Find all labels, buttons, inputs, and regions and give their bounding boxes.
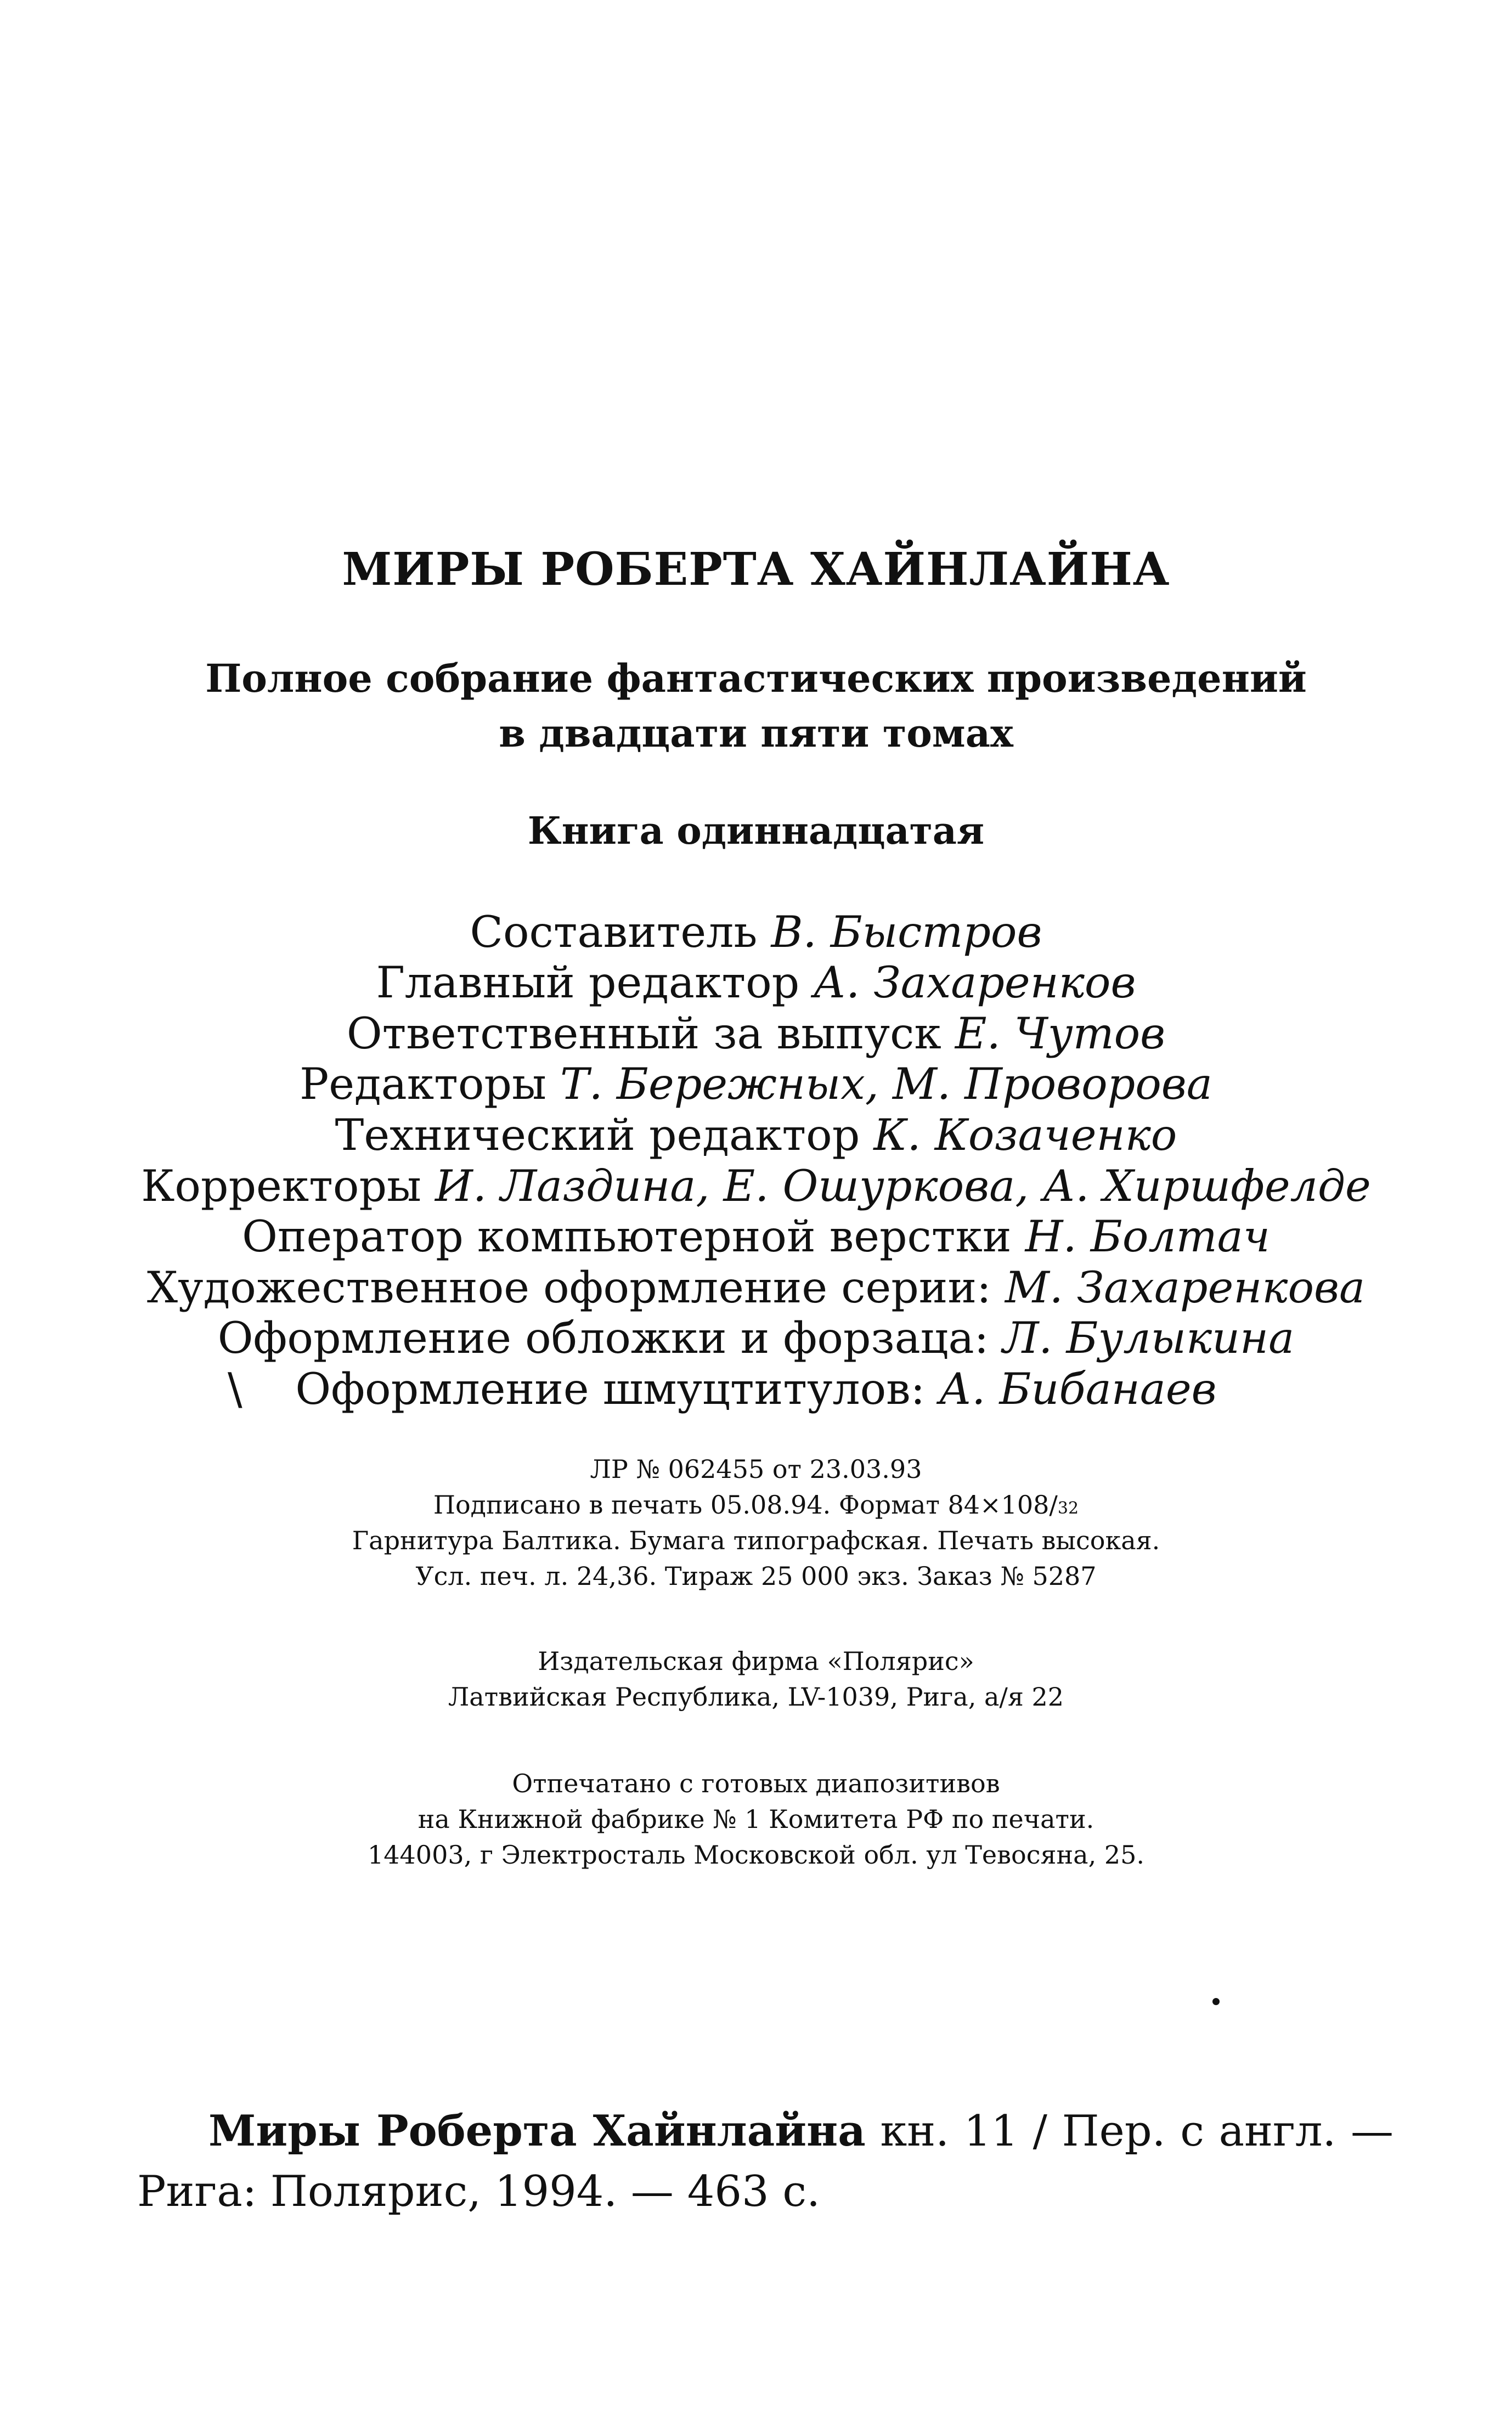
series-subtitle-line-2: в двадцати пяти томах <box>499 710 1013 756</box>
imprint-typeface: Гарнитура Балтика. Бумага типографская. Печать высокая. <box>352 1526 1160 1555</box>
imprint-print-run: Усл. печ. л. 24,36. Тираж 25 000 экз. Заказ № 5287 <box>415 1561 1097 1591</box>
stray-dot-mark <box>1212 1998 1220 2005</box>
credit-role: Оформление обложки и форзаца: <box>217 1313 989 1363</box>
credit-line <box>0 1161 1512 1211</box>
credit-line <box>0 1262 1512 1313</box>
credit-role: Редакторы <box>300 1059 546 1109</box>
printer-line-2: на Книжной фабрике № 1 Комитета РФ по печати. <box>418 1804 1094 1834</box>
publisher-name: Издательская фирма «Полярис» <box>538 1646 974 1676</box>
bibliographic-title: Миры Роберта Хайнлайна <box>208 2106 866 2156</box>
credit-line <box>0 907 1512 957</box>
book-number: Книга одиннадцатая <box>527 809 985 853</box>
printer-line-1: Отпечатано с готовых диапозитивов <box>512 1769 1000 1798</box>
credit-line <box>0 1364 1512 1414</box>
credit-name: Н. Болтач <box>1025 1211 1270 1262</box>
credit-name: А. Бибанаев <box>939 1364 1217 1414</box>
credit-name: И. Лаздина, Е. Ошуркова, А. Хиршфелде <box>435 1161 1371 1211</box>
credit-name: К. Козаченко <box>873 1110 1177 1160</box>
credit-line <box>0 1008 1512 1059</box>
series-subtitle-line-1: Полное собрание фантастических произведений <box>205 656 1307 701</box>
credit-role: Художественное оформление серии: <box>146 1262 991 1313</box>
credit-name: М. Захаренкова <box>1005 1262 1366 1313</box>
credit-line <box>0 1059 1512 1109</box>
credit-role: Корректоры <box>141 1161 421 1211</box>
credit-line <box>0 1110 1512 1160</box>
credit-line <box>0 957 1512 1008</box>
credit-name: В. Быстров <box>771 907 1042 957</box>
printer-line-3: 144003, г Электросталь Московской обл. ул Тевосяна, 25. <box>368 1840 1144 1870</box>
stray-pen-mark: \ <box>228 1364 242 1414</box>
credit-role: Ответственный за выпуск <box>346 1008 941 1059</box>
bibliographic-entry <box>137 2101 1393 2222</box>
imprint-format-x: × <box>980 1490 1001 1520</box>
bibliographic-details: кн. 11 / Пер. с англ. — Рига: Полярис, 1994. — 463 с. <box>137 2107 1393 2216</box>
credit-name: Л. Булыкина <box>1002 1313 1295 1363</box>
imprint-format-fraction: 32 <box>1057 1499 1079 1518</box>
credit-role: Технический редактор <box>335 1110 860 1160</box>
imprint-signed-format <box>0 1490 1512 1520</box>
credit-role: Составитель <box>470 907 758 957</box>
credit-name: Т. Бережных, М. Проворова <box>560 1059 1212 1109</box>
credit-role: Оператор компьютерной верстки <box>242 1211 1012 1262</box>
credit-name: А. Захаренков <box>813 957 1136 1008</box>
credit-line <box>0 1313 1512 1363</box>
credit-line <box>0 1211 1512 1262</box>
series-title: МИРЫ РОБЕРТА ХАЙНЛАЙНА <box>342 543 1170 596</box>
imprint-format-size: 108/ <box>1001 1490 1058 1520</box>
publisher-address: Латвийская Республика, LV-1039, Рига, а/я 22 <box>448 1682 1064 1712</box>
credit-role: Главный редактор <box>376 957 800 1008</box>
credit-role: Оформление шмуцтитулов: <box>295 1364 926 1414</box>
imprint-signed-prefix: Подписано в печать 05.08.94. Формат 84 <box>433 1490 980 1520</box>
credit-name: Е. Чутов <box>955 1008 1166 1059</box>
imprint-license: ЛР № 062455 от 23.03.93 <box>590 1454 922 1484</box>
